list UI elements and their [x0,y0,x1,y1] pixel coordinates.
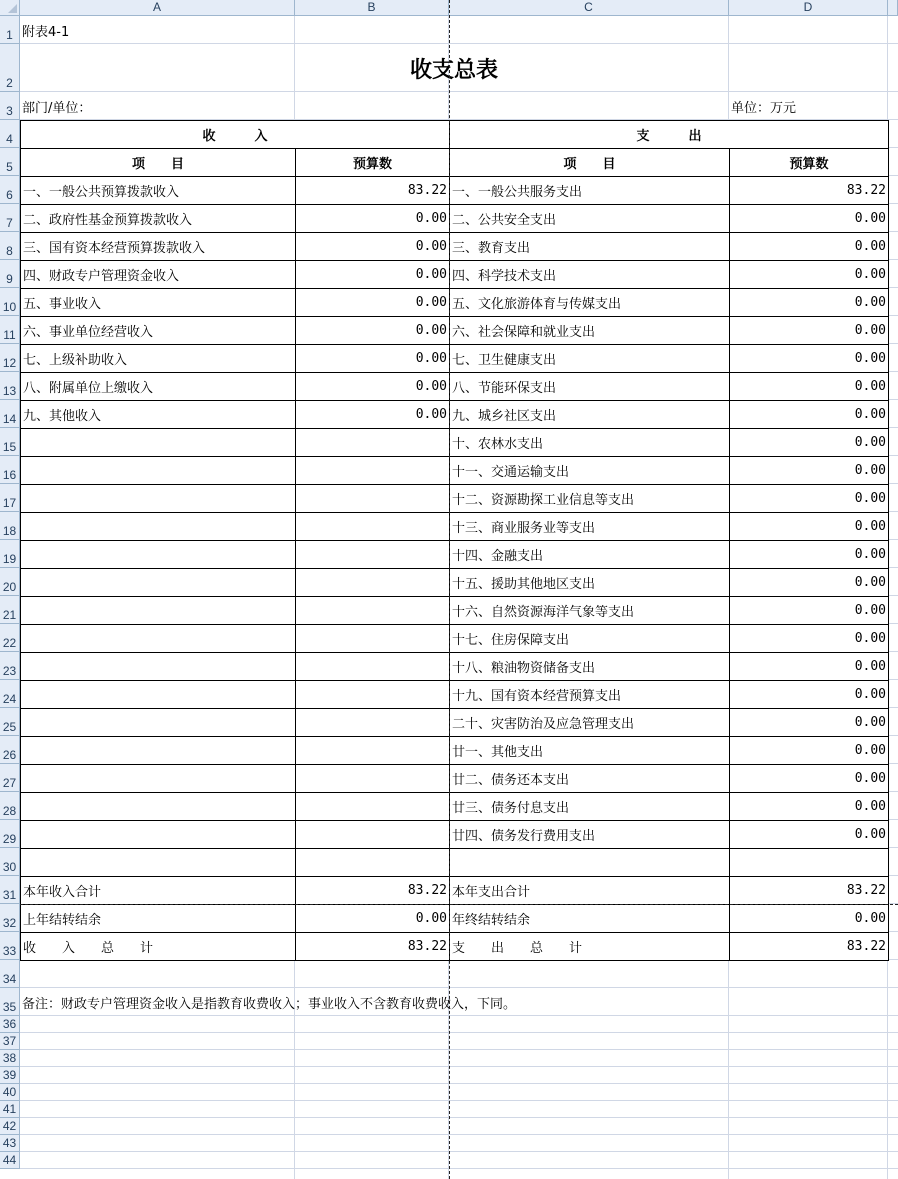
income-budget-22[interactable] [295,764,450,793]
row-header-35[interactable]: 35 [0,988,20,1016]
expense-budget-28[interactable] [729,932,889,961]
row-header-24[interactable]: 24 [0,680,20,708]
expense-budget-12-text: 0.00 [854,491,886,506]
row-header-43[interactable]: 43 [0,1135,20,1152]
expense-budget-26[interactable] [729,876,889,905]
expense-item-1[interactable] [449,176,730,205]
income-budget-27[interactable] [295,904,450,933]
expense-item-27-text: 年终结转结余 [452,913,531,928]
expense-budget-4[interactable] [729,260,889,289]
header-income-item-text: 项 目 [131,157,184,172]
expense-item-18-text: 十八、粮油物资储备支出 [452,661,596,676]
row-header-28[interactable]: 28 [0,792,20,820]
row-header-38[interactable]: 38 [0,1050,20,1067]
income-budget-27-text: 0.00 [415,911,447,926]
dept-label: 部门/单位： [22,100,92,116]
expense-item-11-text: 十一、交通运输支出 [452,465,570,480]
header-expense[interactable] [449,120,889,149]
expense-item-28[interactable] [449,932,730,961]
income-item-2[interactable] [20,204,296,233]
income-budget-15[interactable] [295,568,450,597]
expense-budget-24-text: 0.00 [854,827,886,842]
expense-budget-14-text: 0.00 [854,547,886,562]
expense-budget-4-text: 0.00 [854,267,886,282]
income-item-25[interactable] [20,848,296,877]
expense-budget-13-text: 0.00 [854,519,886,534]
expense-item-4[interactable] [449,260,730,289]
income-budget-14[interactable] [295,540,450,569]
expense-item-17-text: 十七、住房保障支出 [452,633,570,648]
income-budget-19[interactable] [295,680,450,709]
income-item-19[interactable] [20,680,296,709]
expense-item-6[interactable] [449,316,730,345]
expense-budget-1-text: 83.22 [846,183,886,198]
column-header-E[interactable] [888,0,898,16]
income-budget-13[interactable] [295,512,450,541]
page-title: 收支总表 [409,56,498,83]
expense-budget-15-text: 0.00 [854,575,886,590]
cell-title[interactable] [20,44,888,92]
expense-item-24-text: 廿四、债务发行费用支出 [452,829,596,844]
expense-item-21[interactable] [449,736,730,765]
expense-item-5[interactable] [449,288,730,317]
header-expense-text: 支 出 [636,129,702,144]
income-item-16[interactable] [20,596,296,625]
income-budget-8-text: 0.00 [415,379,447,394]
footnote: 备注：财政专户管理资金收入是指教育收费收入；事业收入不含教育收费收入，下同。 [22,996,517,1012]
income-budget-2[interactable] [295,204,450,233]
income-item-1[interactable] [20,176,296,205]
income-item-4[interactable] [20,260,296,289]
header-income-text: 收 入 [202,129,268,144]
row-header-41[interactable]: 41 [0,1101,20,1118]
column-header-D[interactable]: D [729,0,888,16]
income-budget-7[interactable] [295,344,450,373]
page-break-vertical [449,0,450,1179]
cell-A35[interactable] [20,988,888,1016]
gridline-row [20,1134,898,1135]
income-budget-11[interactable] [295,456,450,485]
income-item-9[interactable] [20,400,296,429]
income-budget-9-text: 0.00 [415,407,447,422]
header-income-budget[interactable] [295,148,450,177]
row-header-8[interactable]: 8 [0,232,20,260]
income-item-15[interactable] [20,568,296,597]
income-budget-28-text: 83.22 [407,939,447,954]
income-item-3-text: 三、国有资本经营预算拨款收入 [23,241,206,256]
income-item-22[interactable] [20,764,296,793]
expense-item-26[interactable] [449,876,730,905]
income-budget-1[interactable] [295,176,450,205]
income-item-21[interactable] [20,736,296,765]
expense-budget-19[interactable] [729,680,889,709]
income-budget-24[interactable] [295,820,450,849]
expense-budget-7-text: 0.00 [854,351,886,366]
expense-item-9[interactable] [449,400,730,429]
income-budget-5[interactable] [295,288,450,317]
row-header-40[interactable]: 40 [0,1084,20,1101]
expense-budget-9[interactable] [729,400,889,429]
expense-item-5-text: 五、文化旅游体育与传媒支出 [452,297,622,312]
expense-item-22-text: 廿二、债务还本支出 [452,773,570,788]
income-item-6[interactable] [20,316,296,345]
expense-item-6-text: 六、社会保障和就业支出 [452,325,596,340]
income-item-13[interactable] [20,512,296,541]
expense-item-4-text: 四、科学技术支出 [452,269,557,284]
row-header-21[interactable]: 21 [0,596,20,624]
expense-budget-5[interactable] [729,288,889,317]
expense-budget-20[interactable] [729,708,889,737]
expense-budget-16[interactable] [729,596,889,625]
income-item-28-text: 收 入 总 计 [23,941,154,956]
row-header-44[interactable]: 44 [0,1152,20,1169]
row-header-7[interactable]: 7 [0,204,20,232]
gridline-row [20,1083,898,1084]
income-item-24[interactable] [20,820,296,849]
expense-item-8-text: 八、节能环保支出 [452,381,557,396]
expense-budget-8-text: 0.00 [854,379,886,394]
income-item-5-text: 五、事业收入 [23,297,102,312]
income-item-17[interactable] [20,624,296,653]
expense-budget-2-text: 0.00 [854,211,886,226]
income-item-26[interactable] [20,876,296,905]
row-header-33[interactable]: 33 [0,932,20,960]
expense-budget-2[interactable] [729,204,889,233]
row-header-9[interactable]: 9 [0,260,20,288]
expense-item-17[interactable] [449,624,730,653]
income-item-8-text: 八、附属单位上缴收入 [23,381,154,396]
expense-item-3[interactable] [449,232,730,261]
row-header-16[interactable]: 16 [0,456,20,484]
expense-budget-23-text: 0.00 [854,799,886,814]
income-item-7-text: 七、上级补助收入 [23,353,128,368]
income-budget-20[interactable] [295,708,450,737]
expense-budget-11[interactable] [729,456,889,485]
income-budget-12[interactable] [295,484,450,513]
expense-budget-6-text: 0.00 [854,323,886,338]
expense-budget-25[interactable] [729,848,889,877]
expense-budget-18-text: 0.00 [854,659,886,674]
income-item-26-text: 本年收入合计 [23,885,102,900]
row-header-19[interactable]: 19 [0,540,20,568]
expense-budget-26-text: 83.22 [846,883,886,898]
expense-item-27[interactable] [449,904,730,933]
expense-item-26-text: 本年支出合计 [452,885,531,900]
income-item-6-text: 六、事业单位经营收入 [23,325,154,340]
gridline-row [20,1066,898,1067]
expense-budget-10[interactable] [729,428,889,457]
expense-item-10-text: 十、农林水支出 [452,437,544,452]
expense-item-14[interactable] [449,540,730,569]
expense-item-23[interactable] [449,792,730,821]
expense-item-15[interactable] [449,568,730,597]
row-header-6[interactable]: 6 [0,176,20,204]
expense-budget-21-text: 0.00 [854,743,886,758]
income-budget-6[interactable] [295,316,450,345]
row-header-15[interactable]: 15 [0,428,20,456]
income-item-3[interactable] [20,232,296,261]
expense-budget-6[interactable] [729,316,889,345]
row-header-23[interactable]: 23 [0,652,20,680]
income-budget-6-text: 0.00 [415,323,447,338]
expense-item-18[interactable] [449,652,730,681]
income-item-23[interactable] [20,792,296,821]
row-header-36[interactable]: 36 [0,1016,20,1033]
expense-item-12-text: 十二、资源勘探工业信息等支出 [452,493,635,508]
row-header-10[interactable]: 10 [0,288,20,316]
income-item-10[interactable] [20,428,296,457]
gridline-row [20,1151,898,1152]
row-header-34[interactable]: 34 [0,960,20,988]
row-header-25[interactable]: 25 [0,708,20,736]
expense-budget-16-text: 0.00 [854,603,886,618]
income-budget-9[interactable] [295,400,450,429]
expense-item-25[interactable] [449,848,730,877]
expense-item-24[interactable] [449,820,730,849]
expense-budget-17-text: 0.00 [854,631,886,646]
gridline-row [20,1032,898,1033]
note-top-label: 附表4-1 [22,24,70,40]
gridline-row [20,1100,898,1101]
expense-budget-3-text: 0.00 [854,239,886,254]
expense-budget-27[interactable] [729,904,889,933]
income-budget-25[interactable] [295,848,450,877]
income-budget-18[interactable] [295,652,450,681]
income-item-5[interactable] [20,288,296,317]
gridline-row [20,1117,898,1118]
row-header-22[interactable]: 22 [0,624,20,652]
row-header-17[interactable]: 17 [0,484,20,512]
gridline-row [20,1049,898,1050]
header-income[interactable] [20,120,450,149]
unit-label: 单位：万元 [731,100,797,116]
column-header-B[interactable]: B [295,0,449,16]
income-budget-10[interactable] [295,428,450,457]
expense-item-8[interactable] [449,372,730,401]
income-budget-3[interactable] [295,232,450,261]
income-budget-16[interactable] [295,596,450,625]
row-header-14[interactable]: 14 [0,400,20,428]
expense-budget-8[interactable] [729,372,889,401]
expense-item-2[interactable] [449,204,730,233]
income-budget-8[interactable] [295,372,450,401]
cell-D3[interactable] [729,92,888,120]
income-item-28[interactable] [20,932,296,961]
income-budget-23[interactable] [295,792,450,821]
expense-budget-9-text: 0.00 [854,407,886,422]
expense-budget-19-text: 0.00 [854,687,886,702]
header-income-item[interactable] [20,148,296,177]
income-item-7[interactable] [20,344,296,373]
expense-item-13-text: 十三、商业服务业等支出 [452,521,596,536]
expense-item-7[interactable] [449,344,730,373]
row-header-12[interactable]: 12 [0,344,20,372]
row-header-1[interactable]: 1 [0,16,20,44]
income-item-4-text: 四、财政专户管理资金收入 [23,269,180,284]
expense-item-23-text: 廿三、债务付息支出 [452,801,570,816]
page-break-horizontal [20,904,898,905]
expense-item-19-text: 十九、国有资本经营预算支出 [452,689,622,704]
row-header-11[interactable]: 11 [0,316,20,344]
expense-item-11[interactable] [449,456,730,485]
income-item-12[interactable] [20,484,296,513]
expense-budget-12[interactable] [729,484,889,513]
expense-budget-20-text: 0.00 [854,715,886,730]
income-budget-3-text: 0.00 [415,239,447,254]
cell-A1[interactable] [20,16,295,44]
income-budget-26-text: 83.22 [407,883,447,898]
expense-item-20[interactable] [449,708,730,737]
expense-item-10[interactable] [449,428,730,457]
income-item-2-text: 二、政府性基金预算拨款收入 [23,213,193,228]
select-all-corner[interactable] [0,0,20,16]
header-expense-budget-text: 预算数 [789,157,829,172]
expense-item-16[interactable] [449,596,730,625]
row-header-13[interactable]: 13 [0,372,20,400]
expense-item-7-text: 七、卫生健康支出 [452,353,557,368]
expense-item-21-text: 廿一、其他支出 [452,745,544,760]
expense-item-19[interactable] [449,680,730,709]
row-header-31[interactable]: 31 [0,876,20,904]
expense-item-16-text: 十六、自然资源海洋气象等支出 [452,605,635,620]
expense-item-14-text: 十四、金融支出 [452,549,544,564]
expense-item-3-text: 三、教育支出 [452,241,531,256]
expense-budget-24[interactable] [729,820,889,849]
income-budget-2-text: 0.00 [415,211,447,226]
row-header-32[interactable]: 32 [0,904,20,932]
header-expense-item-text: 项 目 [563,157,616,172]
income-item-18[interactable] [20,652,296,681]
income-budget-7-text: 0.00 [415,351,447,366]
expense-item-1-text: 一、一般公共服务支出 [452,185,583,200]
expense-budget-7[interactable] [729,344,889,373]
expense-budget-17[interactable] [729,624,889,653]
row-header-30[interactable]: 30 [0,848,20,876]
row-header-20[interactable]: 20 [0,568,20,596]
income-budget-1-text: 83.22 [407,183,447,198]
income-budget-4[interactable] [295,260,450,289]
expense-budget-22-text: 0.00 [854,771,886,786]
expense-item-9-text: 九、城乡社区支出 [452,409,557,424]
expense-item-22[interactable] [449,764,730,793]
expense-budget-3[interactable] [729,232,889,261]
row-header-37[interactable]: 37 [0,1033,20,1050]
row-header-27[interactable]: 27 [0,764,20,792]
expense-budget-28-text: 83.22 [846,939,886,954]
expense-budget-14[interactable] [729,540,889,569]
column-header-C[interactable]: C [449,0,729,16]
row-header-2[interactable]: 2 [0,44,20,92]
header-income-budget-text: 预算数 [352,157,392,172]
expense-budget-5-text: 0.00 [854,295,886,310]
expense-item-2-text: 二、公共安全支出 [452,213,557,228]
expense-budget-11-text: 0.00 [854,463,886,478]
expense-budget-27-text: 0.00 [854,911,886,926]
expense-item-15-text: 十五、援助其他地区支出 [452,577,596,592]
expense-item-13[interactable] [449,512,730,541]
expense-budget-23[interactable] [729,792,889,821]
expense-item-12[interactable] [449,484,730,513]
income-item-9-text: 九、其他收入 [23,409,102,424]
income-budget-4-text: 0.00 [415,267,447,282]
expense-item-28-text: 支 出 总 计 [452,941,583,956]
income-item-11[interactable] [20,456,296,485]
income-budget-26[interactable] [295,876,450,905]
income-item-27-text: 上年结转结余 [23,913,102,928]
row-header-42[interactable]: 42 [0,1118,20,1135]
income-item-14[interactable] [20,540,296,569]
income-item-27[interactable] [20,904,296,933]
row-header-18[interactable]: 18 [0,512,20,540]
column-header-A[interactable]: A [20,0,295,16]
income-budget-17[interactable] [295,624,450,653]
expense-budget-13[interactable] [729,512,889,541]
expense-budget-1[interactable] [729,176,889,205]
expense-budget-18[interactable] [729,652,889,681]
expense-budget-22[interactable] [729,764,889,793]
income-item-20[interactable] [20,708,296,737]
expense-budget-21[interactable] [729,736,889,765]
income-item-1-text: 一、一般公共预算拨款收入 [23,185,180,200]
row-header-5[interactable]: 5 [0,148,20,176]
cell-A3[interactable] [20,92,295,120]
income-budget-5-text: 0.00 [415,295,447,310]
header-expense-budget[interactable] [729,148,889,177]
gridline-row [20,1168,898,1169]
header-expense-item[interactable] [449,148,730,177]
expense-item-20-text: 二十、灾害防治及应急管理支出 [452,717,635,732]
expense-budget-10-text: 0.00 [854,435,886,450]
income-budget-21[interactable] [295,736,450,765]
row-header-3[interactable]: 3 [0,92,20,120]
row-header-29[interactable]: 29 [0,820,20,848]
income-item-8[interactable] [20,372,296,401]
expense-budget-15[interactable] [729,568,889,597]
income-budget-28[interactable] [295,932,450,961]
row-header-4[interactable]: 4 [0,120,20,148]
row-header-26[interactable]: 26 [0,736,20,764]
row-header-39[interactable]: 39 [0,1067,20,1084]
